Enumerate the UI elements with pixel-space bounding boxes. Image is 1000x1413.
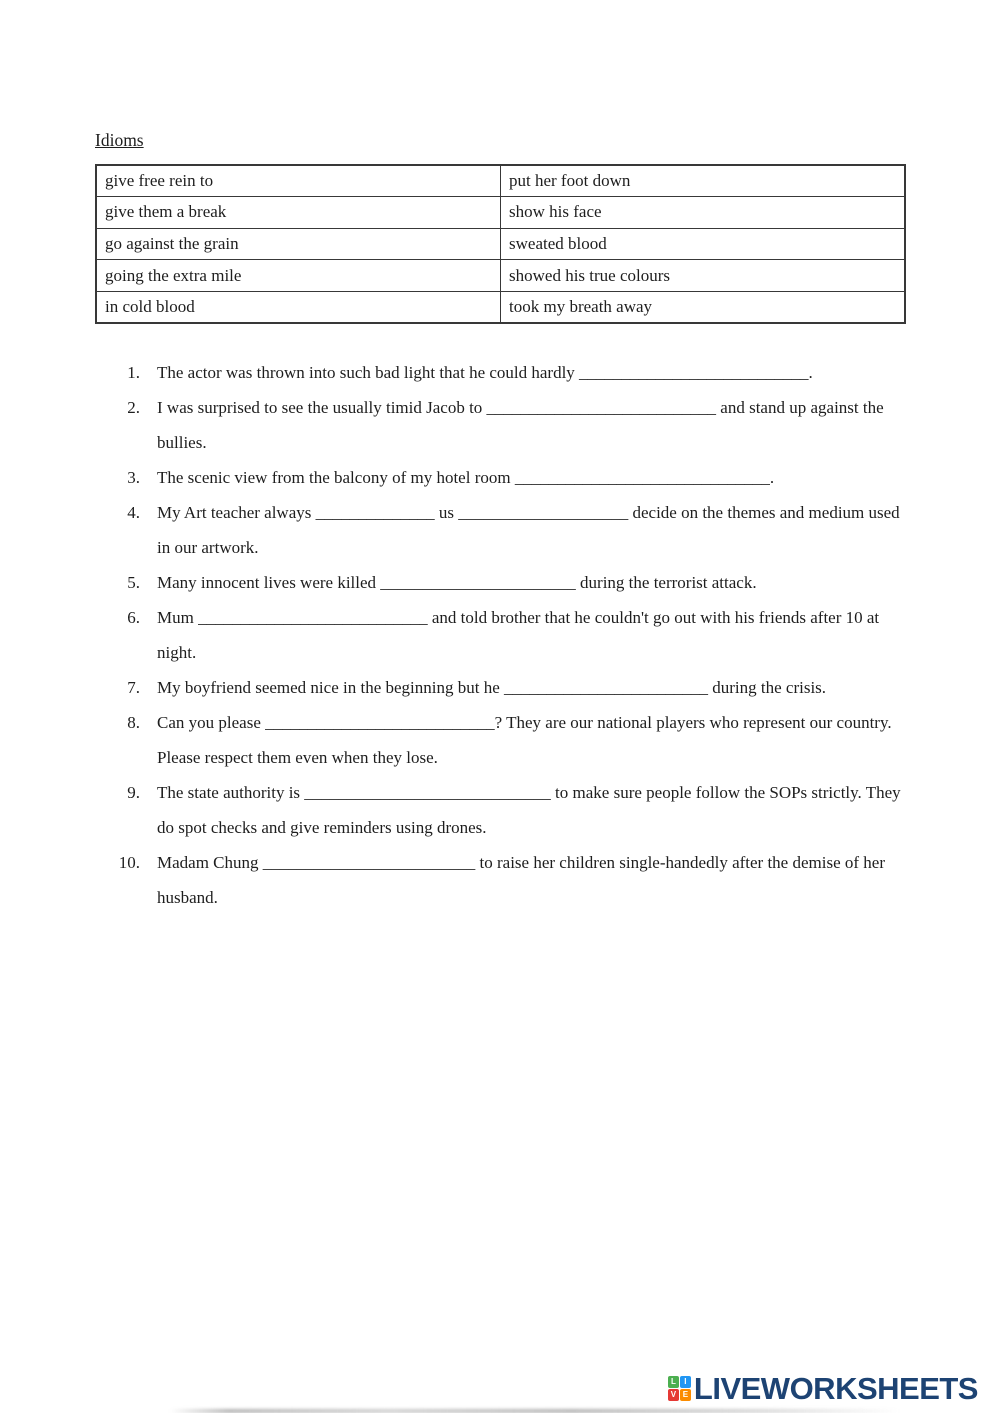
exercise-item-number: 9. bbox=[127, 783, 140, 802]
exercise-item bbox=[95, 460, 905, 495]
exercise-item-number: 5. bbox=[127, 573, 140, 592]
exercise-item-text: Many innocent lives were killed _______________________ during the terrorist attack. bbox=[157, 573, 757, 592]
idiom-cell: showed his true colours bbox=[501, 260, 906, 292]
liveworksheets-logo[interactable] bbox=[668, 1373, 978, 1404]
exercise-item-number: 8. bbox=[127, 713, 140, 732]
exercise-item bbox=[95, 600, 905, 670]
exercise-item bbox=[95, 565, 905, 600]
exercise-item-text: Madam Chung _________________________ to raise her children single-handedly after the demise of her husband. bbox=[157, 853, 885, 907]
exercise-item bbox=[95, 355, 905, 390]
idiom-cell: show his face bbox=[501, 197, 906, 229]
exercise-item-number: 4. bbox=[127, 503, 140, 522]
liveworksheets-logo-text: LIVEWORKSHEETS bbox=[693, 1371, 978, 1406]
exercise-item-text: Can you please ___________________________? They are our national players who represent our country. Please respect them even when they lose. bbox=[157, 713, 892, 767]
idioms-table-row bbox=[96, 197, 905, 229]
idioms-table-row bbox=[96, 228, 905, 260]
exercise-item bbox=[95, 845, 905, 915]
idiom-cell: going the extra mile bbox=[96, 260, 501, 292]
exercise-item-text: The state authority is _____________________________ to make sure people follow the SOPs strictly. They do spot checks and give reminders using drones. bbox=[157, 783, 901, 837]
idiom-cell: took my breath away bbox=[501, 291, 906, 323]
exercise-item-text: My boyfriend seemed nice in the beginning but he ________________________ during the crisis. bbox=[157, 678, 827, 697]
exercise-item bbox=[95, 390, 905, 460]
exercise-item-text: I was surprised to see the usually timid Jacob to ___________________________ and stand up against the bullies. bbox=[157, 398, 884, 452]
idioms-table-row bbox=[96, 260, 905, 292]
idiom-cell: go against the grain bbox=[96, 228, 501, 260]
exercise-item bbox=[95, 495, 905, 565]
exercise-list bbox=[95, 355, 905, 915]
exercise-item bbox=[95, 670, 905, 705]
exercise-item-text: The scenic view from the balcony of my hotel room ______________________________. bbox=[157, 468, 775, 487]
idiom-cell: in cold blood bbox=[96, 291, 501, 323]
idiom-cell: give them a break bbox=[96, 197, 501, 229]
idioms-table-body bbox=[96, 165, 905, 323]
logo-square: V bbox=[668, 1389, 679, 1401]
worksheet-title: Idioms bbox=[95, 130, 144, 150]
exercise-item bbox=[95, 775, 905, 845]
logo-square: L bbox=[668, 1376, 679, 1388]
scan-artifact bbox=[170, 1409, 900, 1413]
idioms-table-row bbox=[96, 291, 905, 323]
exercise-item-number: 6. bbox=[127, 608, 140, 627]
exercise-item-number: 1. bbox=[127, 363, 140, 382]
exercise-item-number: 3. bbox=[127, 468, 140, 487]
idiom-cell: put her foot down bbox=[501, 165, 906, 197]
exercise-item-number: 10. bbox=[118, 853, 140, 872]
logo-square: I bbox=[680, 1376, 691, 1388]
idiom-cell: give free rein to bbox=[96, 165, 501, 197]
idioms-table-row bbox=[96, 165, 905, 197]
logo-square: E bbox=[680, 1389, 691, 1401]
exercise-item-number: 2. bbox=[127, 398, 140, 417]
exercise-item-text: The actor was thrown into such bad light that he could hardly ___________________________. bbox=[157, 363, 813, 382]
exercise-item bbox=[95, 705, 905, 775]
exercise-item-number: 7. bbox=[127, 678, 140, 697]
exercise-item-text: My Art teacher always ______________ us ____________________ decide on the themes and medium used in our artwork. bbox=[157, 503, 900, 557]
liveworksheets-grid-icon bbox=[668, 1376, 691, 1401]
idiom-cell: sweated blood bbox=[501, 228, 906, 260]
exercise-item-text: Mum ___________________________ and told brother that he couldn't go out with his friends after 10 at night. bbox=[157, 608, 880, 662]
idioms-table bbox=[95, 164, 906, 324]
